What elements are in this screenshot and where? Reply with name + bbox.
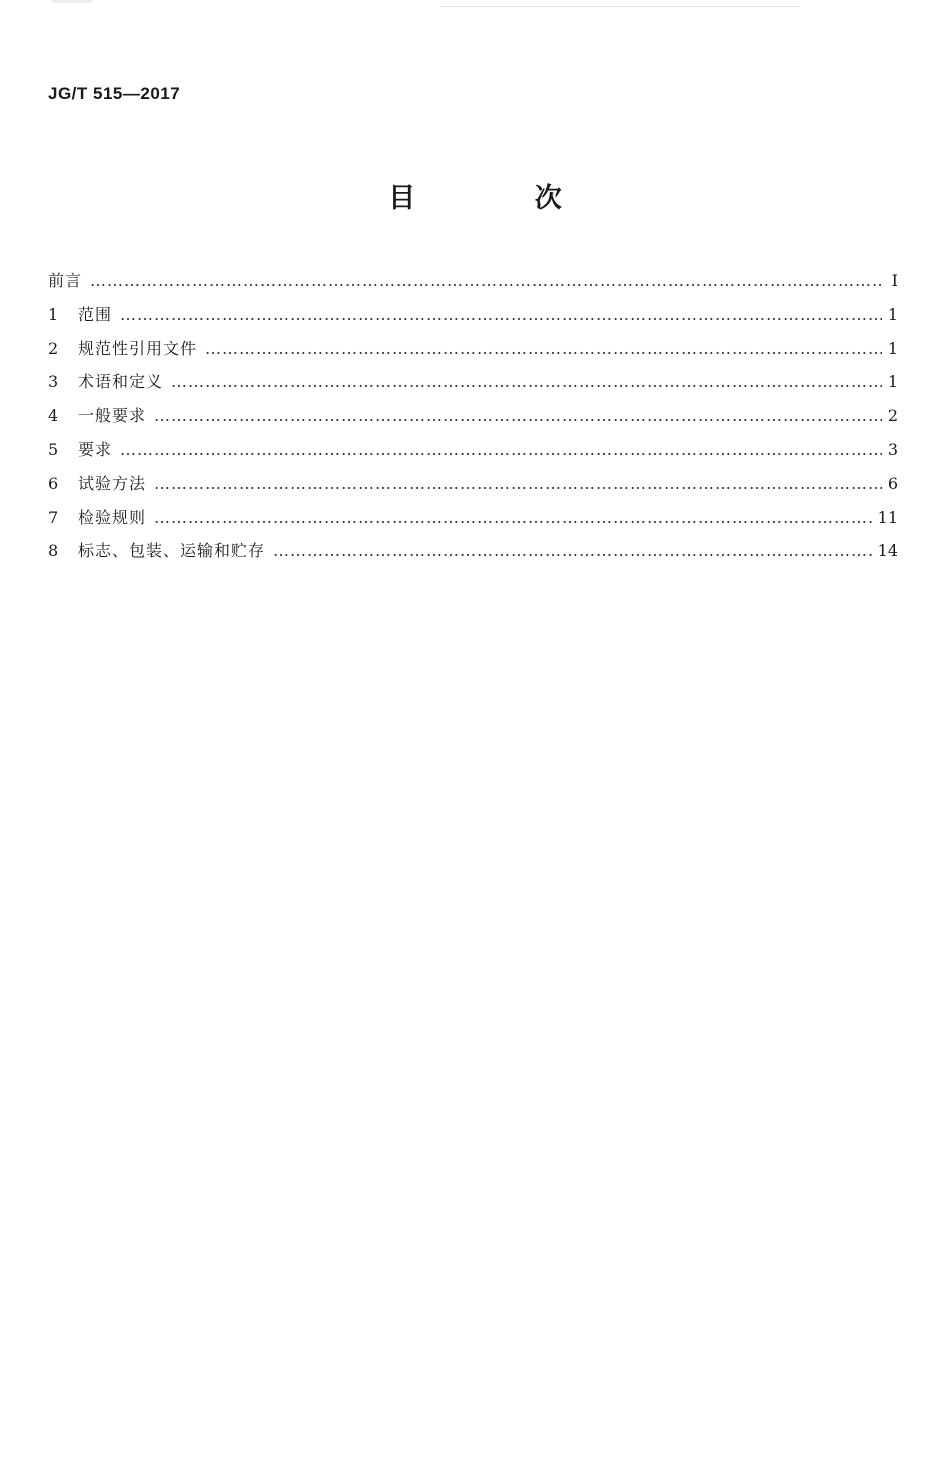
toc-entry-scope[interactable] bbox=[48, 298, 898, 332]
toc-page-number: 1 bbox=[887, 304, 898, 324]
toc-page-number: 14 bbox=[877, 541, 898, 561]
scan-smudge bbox=[52, 0, 92, 3]
toc-entry-normative-references[interactable] bbox=[48, 332, 898, 366]
document-code: JG/T 515—2017 bbox=[48, 84, 181, 103]
table-of-contents bbox=[48, 264, 898, 568]
toc-entry-number: 3 bbox=[48, 372, 59, 392]
toc-entry-title: 标志、包装、运输和贮存 bbox=[78, 541, 266, 561]
toc-entry-title: 规范性引用文件 bbox=[78, 338, 198, 358]
toc-entry-general-requirements[interactable] bbox=[48, 399, 898, 433]
toc-entry-number: 8 bbox=[48, 541, 59, 561]
toc-entry-terms-definitions[interactable] bbox=[48, 365, 898, 399]
toc-dot-leader bbox=[171, 365, 882, 399]
toc-entry-requirements[interactable] bbox=[48, 433, 898, 467]
toc-page-number: 2 bbox=[887, 406, 898, 426]
toc-page-number: 6 bbox=[887, 473, 898, 493]
toc-entry-foreword[interactable] bbox=[48, 264, 898, 298]
toc-entry-number: 6 bbox=[48, 473, 59, 493]
toc-entry-number: 1 bbox=[48, 304, 59, 324]
toc-page-number: 11 bbox=[877, 507, 898, 527]
scan-rule bbox=[440, 6, 800, 7]
toc-entry-number: 2 bbox=[48, 338, 59, 358]
toc-entry-title: 试验方法 bbox=[78, 473, 147, 493]
toc-entry-marking-packaging[interactable] bbox=[48, 534, 898, 568]
toc-entry-title: 术语和定义 bbox=[78, 372, 164, 392]
toc-page-number: 3 bbox=[887, 439, 898, 459]
toc-entry-title: 要求 bbox=[78, 439, 113, 459]
toc-dot-leader bbox=[205, 332, 882, 366]
toc-entry-title: 前言 bbox=[48, 271, 83, 290]
toc-dot-leader bbox=[120, 298, 882, 332]
toc-entry-title: 检验规则 bbox=[78, 507, 147, 527]
toc-dot-leader bbox=[154, 501, 872, 535]
toc-page-number: Ⅰ bbox=[891, 271, 898, 290]
toc-dot-leader bbox=[154, 399, 882, 433]
toc-page-number: 1 bbox=[887, 372, 898, 392]
page-title: 目 次 bbox=[388, 183, 617, 214]
toc-dot-leader bbox=[120, 433, 882, 467]
toc-entry-title: 范围 bbox=[78, 304, 113, 324]
toc-dot-leader bbox=[90, 264, 882, 298]
toc-dot-leader bbox=[154, 467, 882, 501]
toc-entry-number: 4 bbox=[48, 406, 59, 426]
toc-dot-leader bbox=[273, 534, 872, 568]
toc-entry-test-methods[interactable] bbox=[48, 467, 898, 501]
toc-entry-number: 5 bbox=[48, 439, 59, 459]
toc-entry-inspection-rules[interactable] bbox=[48, 501, 898, 535]
toc-entry-title: 一般要求 bbox=[78, 406, 147, 426]
toc-entry-number: 7 bbox=[48, 507, 59, 527]
toc-page-number: 1 bbox=[887, 338, 898, 358]
